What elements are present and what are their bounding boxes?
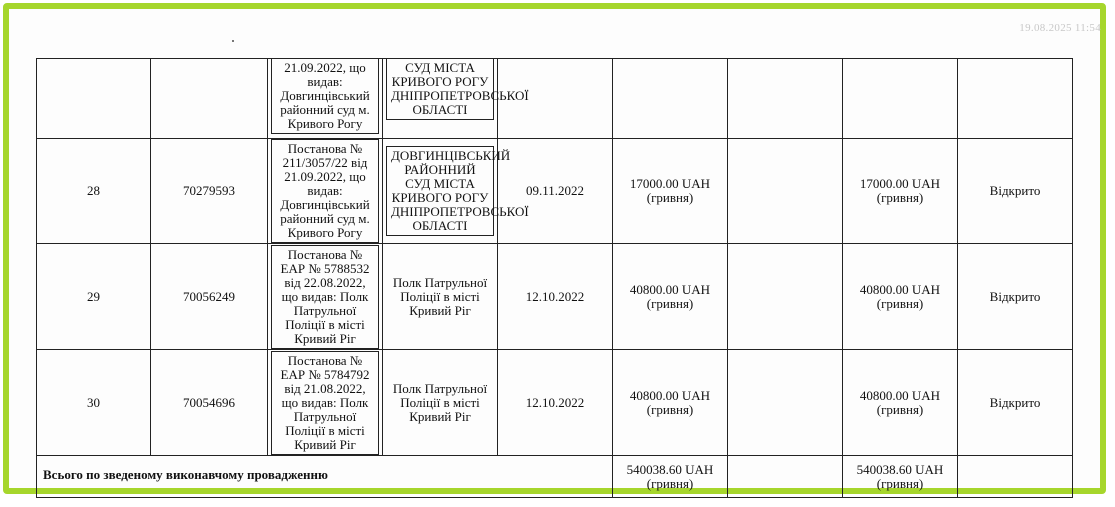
remaining-amount xyxy=(843,59,958,139)
blank-cell xyxy=(728,244,843,350)
document-description: 21.09.2022, що видав: Довгинцівський районний суд м. Кривого Рогу xyxy=(271,59,379,134)
blank-cell xyxy=(728,139,843,244)
debt-amount: 40800.00 UAH (гривня) xyxy=(613,244,728,350)
proceeding-id: 70056249 xyxy=(151,244,268,350)
total-remaining-amount: 540038.60 UAH (гривня) xyxy=(843,456,958,498)
issuer-name: ДОВГИНЦІВСЬКИЙ РАЙОННИЙ СУД МІСТА КРИВОГО РОГУ ДНІПРОПЕТРОВСЬКОЇ ОБЛАСТІ xyxy=(386,146,494,236)
debt-amount: 40800.00 UAH (гривня) xyxy=(613,350,728,456)
document-description: Постанова № ЕАР № 5788532 від 22.08.2022, що видав: Полк Патрульної Поліції в місті Кривий Ріг xyxy=(271,245,379,349)
proceeding-id: 70054696 xyxy=(151,350,268,456)
enforcement-table xyxy=(36,58,1073,498)
blank-cell xyxy=(728,59,843,139)
proceeding-id: 70279593 xyxy=(151,139,268,244)
issuer-name: Полк Патрульної Поліції в місті Кривий Ріг xyxy=(392,274,488,318)
total-row xyxy=(37,456,1073,498)
status-cell xyxy=(958,59,1073,139)
document-description: Постанова № ЕАР № 5784792 від 21.08.2022, що видав: Полк Патрульної Поліції в місті Кривий Ріг xyxy=(271,351,379,455)
timestamp-watermark: 19.08.2025 11:54 xyxy=(1019,22,1101,34)
issuer-name: Полк Патрульної Поліції в місті Кривий Ріг xyxy=(392,380,488,424)
total-label: Всього по зведеному виконавчому провадженню xyxy=(37,456,613,498)
table-row xyxy=(37,244,1073,350)
blank-cell xyxy=(728,456,843,498)
status-cell: Відкрито xyxy=(958,244,1073,350)
opened-date: 12.10.2022 xyxy=(498,350,613,456)
remaining-amount: 17000.00 UAH (гривня) xyxy=(843,139,958,244)
blank-cell xyxy=(728,350,843,456)
debt-amount: 17000.00 UAH (гривня) xyxy=(613,139,728,244)
status-cell: Відкрито xyxy=(958,350,1073,456)
debt-amount xyxy=(613,59,728,139)
table-row xyxy=(37,139,1073,244)
row-number: 28 xyxy=(37,139,151,244)
document-description: Постанова № 211/3057/22 від 21.09.2022, що видав: Довгинцівський районний суд м. Кривого Рогу xyxy=(271,139,379,243)
total-amount: 540038.60 UAH (гривня) xyxy=(613,456,728,498)
opened-date: 12.10.2022 xyxy=(498,244,613,350)
remaining-amount: 40800.00 UAH (гривня) xyxy=(843,350,958,456)
proceeding-id xyxy=(151,59,268,139)
issuer-name: СУД МІСТА КРИВОГО РОГУ ДНІПРОПЕТРОВСЬКОЇ ОБЛАСТІ xyxy=(386,59,494,120)
row-number xyxy=(37,59,151,139)
scan-speck xyxy=(232,40,234,42)
remaining-amount: 40800.00 UAH (гривня) xyxy=(843,244,958,350)
blank-cell xyxy=(958,456,1073,498)
table-row xyxy=(37,59,1073,139)
row-number: 29 xyxy=(37,244,151,350)
opened-date: 09.11.2022 xyxy=(498,139,613,244)
table-row xyxy=(37,350,1073,456)
status-cell: Відкрито xyxy=(958,139,1073,244)
row-number: 30 xyxy=(37,350,151,456)
